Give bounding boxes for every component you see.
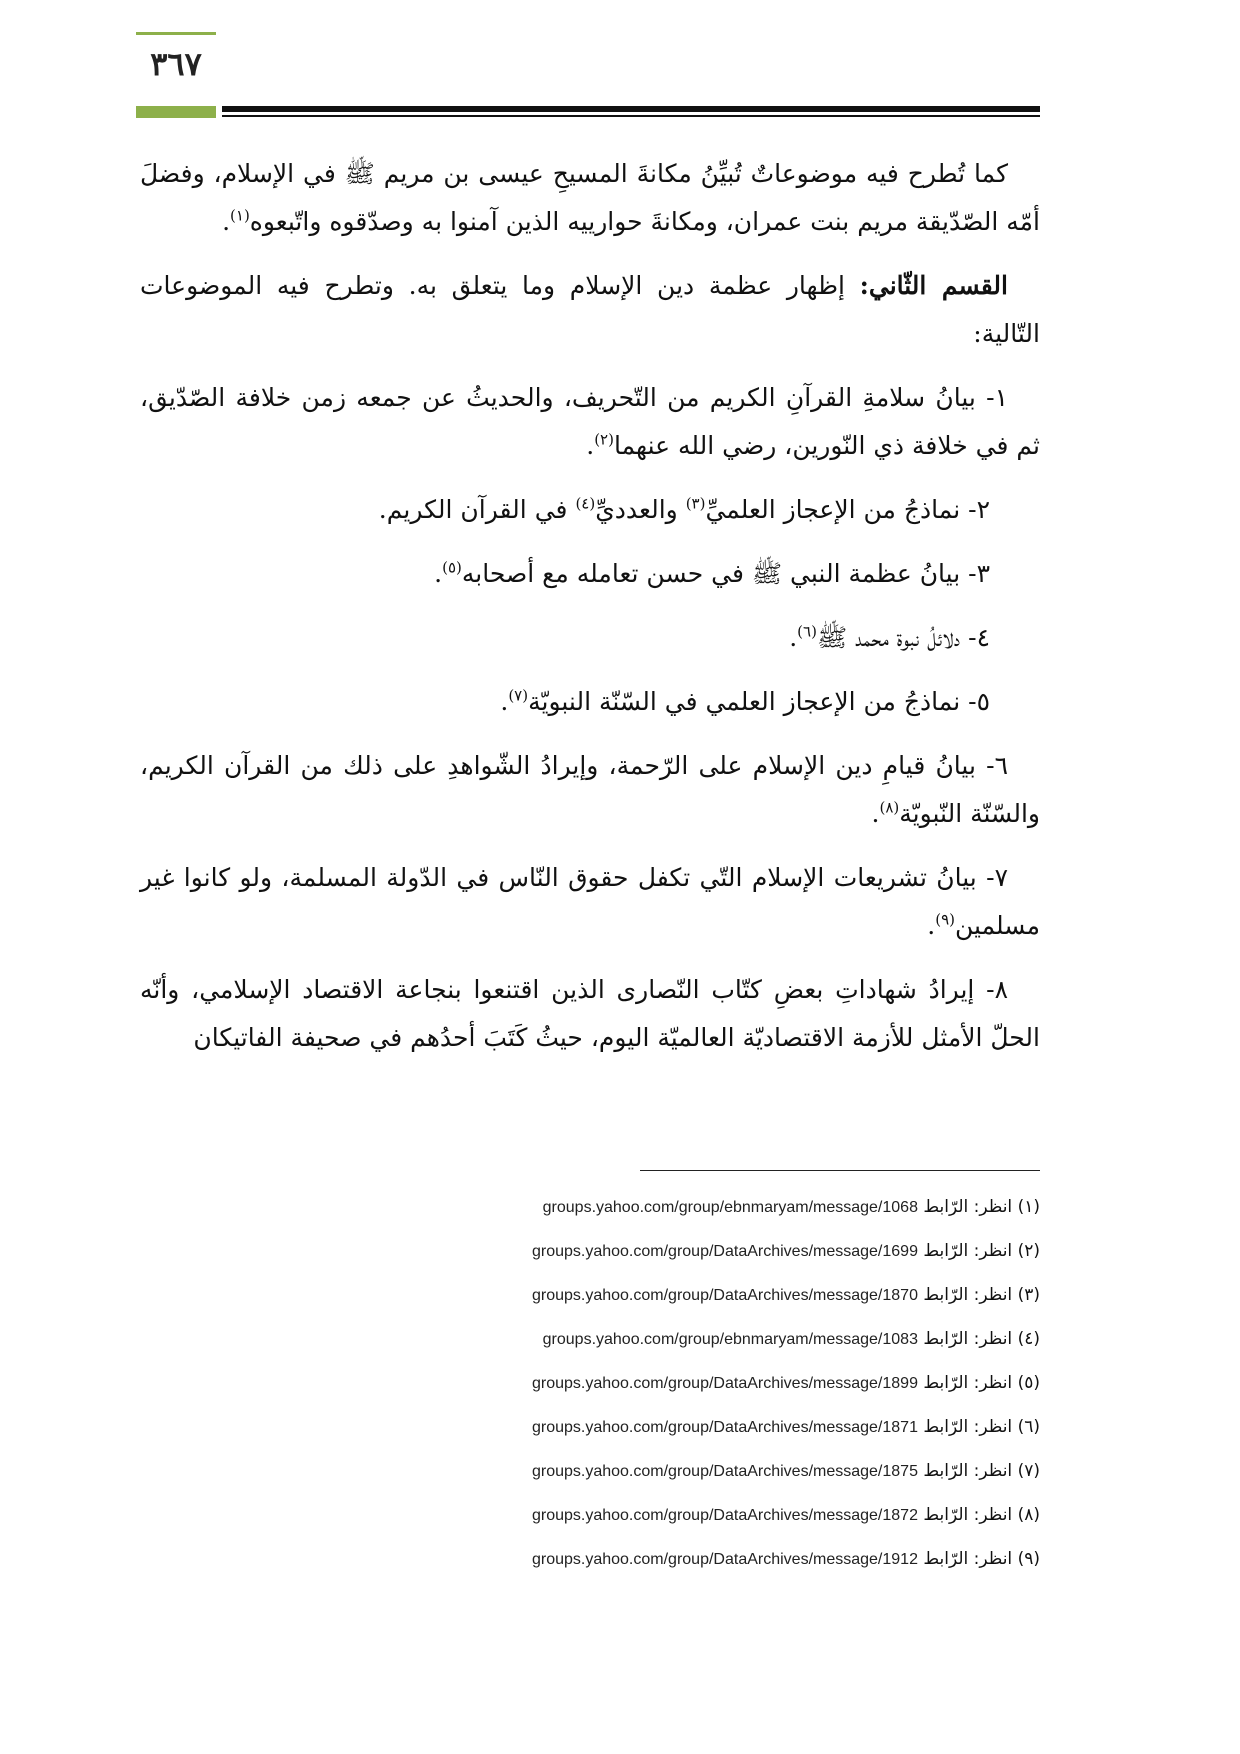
footnote-ref[interactable]: (٥): [442, 558, 462, 577]
list-item-text: ٤- دلائلُ نبوة محمد ﷺ: [816, 623, 990, 652]
list-item-4: [140, 614, 1040, 662]
footnote-ref[interactable]: (٣): [685, 494, 706, 513]
section-two-paragraph: [140, 262, 1040, 358]
footnote-item: [400, 1493, 1040, 1537]
list-item-2: [140, 486, 1040, 534]
period: .: [222, 207, 231, 236]
footnote-item: [400, 1273, 1040, 1317]
footnote-label: انظر: الرّابط: [923, 1417, 1013, 1437]
footnote-separator: [640, 1170, 1040, 1171]
footnote-number: (٧): [1017, 1461, 1040, 1481]
footnote-link[interactable]: groups.yahoo.com/group/DataArchives/message/1875: [531, 1463, 918, 1480]
footnote-label: انظر: الرّابط: [923, 1285, 1013, 1305]
list-item-text: ٨- إيرادُ شهاداتِ بعضِ كتّاب النّصارى الذين اقتنعوا بنجاعة الاقتصاد الإسلامي، وأنّه الحلّ الأمثل للأزمة الاقتصاديّة العالميّة اليوم، حيثُ كَتَبَ أحدُهم في صحيفة الفاتيكان: [140, 975, 1040, 1052]
footnote-link[interactable]: groups.yahoo.com/group/DataArchives/message/1872: [531, 1507, 918, 1524]
list-item-text: ٥- نماذجُ من الإعجاز العلمي في السّنّة النبويّة: [528, 687, 990, 716]
period: .: [927, 911, 936, 940]
period: .: [871, 799, 880, 828]
footnote-link[interactable]: groups.yahoo.com/group/ebnmaryam/message/1083: [542, 1331, 918, 1348]
header-rule-thin: [222, 115, 1040, 117]
footnote-label: انظر: الرّابط: [923, 1373, 1013, 1393]
footnote-item: [400, 1229, 1040, 1273]
section-heading: القسم الثّاني:: [859, 271, 1008, 300]
footnote-label: انظر: الرّابط: [923, 1241, 1013, 1261]
footnote-label: انظر: الرّابط: [923, 1461, 1013, 1481]
footnote-number: (١): [1017, 1197, 1040, 1217]
footnote-label: انظر: الرّابط: [923, 1197, 1013, 1217]
list-item-3: [140, 550, 1040, 598]
list-item-text: ٣- بيانُ عظمة النبي ﷺ في حسن تعامله مع أصحابه: [461, 559, 990, 588]
footnote-number: (٨): [1017, 1505, 1040, 1525]
footnote-number: (٣): [1017, 1285, 1040, 1305]
footnote-label: انظر: الرّابط: [923, 1329, 1013, 1349]
footnote-ref[interactable]: (٤): [575, 494, 596, 513]
footnote-ref[interactable]: (٧): [508, 686, 529, 705]
footnote-ref[interactable]: (٩): [935, 910, 955, 929]
footnote-number: (٥): [1017, 1373, 1040, 1393]
period: .: [789, 623, 798, 652]
footnote-item: [400, 1537, 1040, 1581]
footnote-ref[interactable]: (٦): [797, 622, 817, 641]
footnote-link[interactable]: groups.yahoo.com/group/DataArchives/message/1870: [531, 1287, 918, 1304]
period: .: [586, 431, 595, 460]
section-text: إظهار عظمة دين الإسلام وما يتعلق به. وتطرح فيه الموضوعات التّالية:: [140, 271, 1040, 348]
list-item-text: ٦- بيانُ قيامِ دين الإسلام على الرّحمة، وإيرادُ الشّواهدِ على ذلك من القرآن الكريم، والسّنّة النّبويّة: [140, 751, 1040, 828]
list-item-text: ٢- نماذجُ من الإعجاز العلميِّ: [705, 495, 990, 524]
footnote-number: (٤): [1017, 1329, 1040, 1349]
footnote-number: (٦): [1017, 1417, 1040, 1437]
footnote-item: [400, 1185, 1040, 1229]
list-item-text: في القرآن الكريم.: [378, 495, 576, 524]
intro-text: كما تُطرح فيه موضوعاتٌ تُبيِّنُ مكانةَ المسيحِ عيسى بن مريم ﷺ في الإسلام، وفضلَ أمّه الصّدّيقة مريم بنت عمران، ومكانةَ حوارييه الذين آمنوا به وصدّقوه واتّبعوه: [140, 159, 1040, 236]
page-number-accent-bar: [136, 106, 216, 118]
list-item-6: [140, 742, 1040, 838]
footnote-ref[interactable]: (٨): [879, 798, 900, 817]
period: .: [500, 687, 509, 716]
footnote-item: [400, 1361, 1040, 1405]
footnote-link[interactable]: groups.yahoo.com/group/DataArchives/message/1912: [531, 1551, 918, 1568]
list-item-text: ١- بيانُ سلامةِ القرآنِ الكريم من التّحريف، والحديثُ عن جمعه زمن خلافة الصّدّيق، ثم في خلافة ذي النّورين، رضي الله عنهما: [140, 383, 1040, 460]
footnote-number: (٩): [1017, 1549, 1040, 1569]
footnotes: [400, 1185, 1040, 1581]
list-item-text: والعدديِّ: [595, 495, 686, 524]
footnote-label: انظر: الرّابط: [923, 1505, 1013, 1525]
footnote-item: [400, 1449, 1040, 1493]
page-number: ٣٦٧: [150, 45, 202, 83]
footnote-item: [400, 1317, 1040, 1361]
list-item-5: [140, 678, 1040, 726]
footnote-item: [400, 1405, 1040, 1449]
footnote-link[interactable]: groups.yahoo.com/group/DataArchives/message/1699: [531, 1243, 918, 1260]
footnote-number: (٢): [1017, 1241, 1040, 1261]
footnote-ref[interactable]: (٢): [594, 430, 614, 449]
list-item-1: [140, 374, 1040, 470]
page-number-top-line: [136, 32, 216, 35]
footnote-label: انظر: الرّابط: [923, 1549, 1013, 1569]
list-item-8: [140, 966, 1040, 1062]
intro-paragraph: [140, 150, 1040, 246]
header-rule-thick: [222, 106, 1040, 112]
footnote-link[interactable]: groups.yahoo.com/group/DataArchives/message/1899: [531, 1375, 918, 1392]
list-item-7: [140, 854, 1040, 950]
footnote-link[interactable]: groups.yahoo.com/group/ebnmaryam/message/1068: [542, 1199, 918, 1216]
period: .: [434, 559, 443, 588]
footnote-link[interactable]: groups.yahoo.com/group/DataArchives/message/1871: [531, 1419, 918, 1436]
list-item-text: ٧- بيانُ تشريعات الإسلام التّي تكفل حقوق النّاس في الدّولة المسلمة، ولو كانوا غير مسلمين: [140, 863, 1040, 940]
page-body: [140, 150, 1040, 1078]
footnote-ref[interactable]: (١): [230, 206, 250, 225]
